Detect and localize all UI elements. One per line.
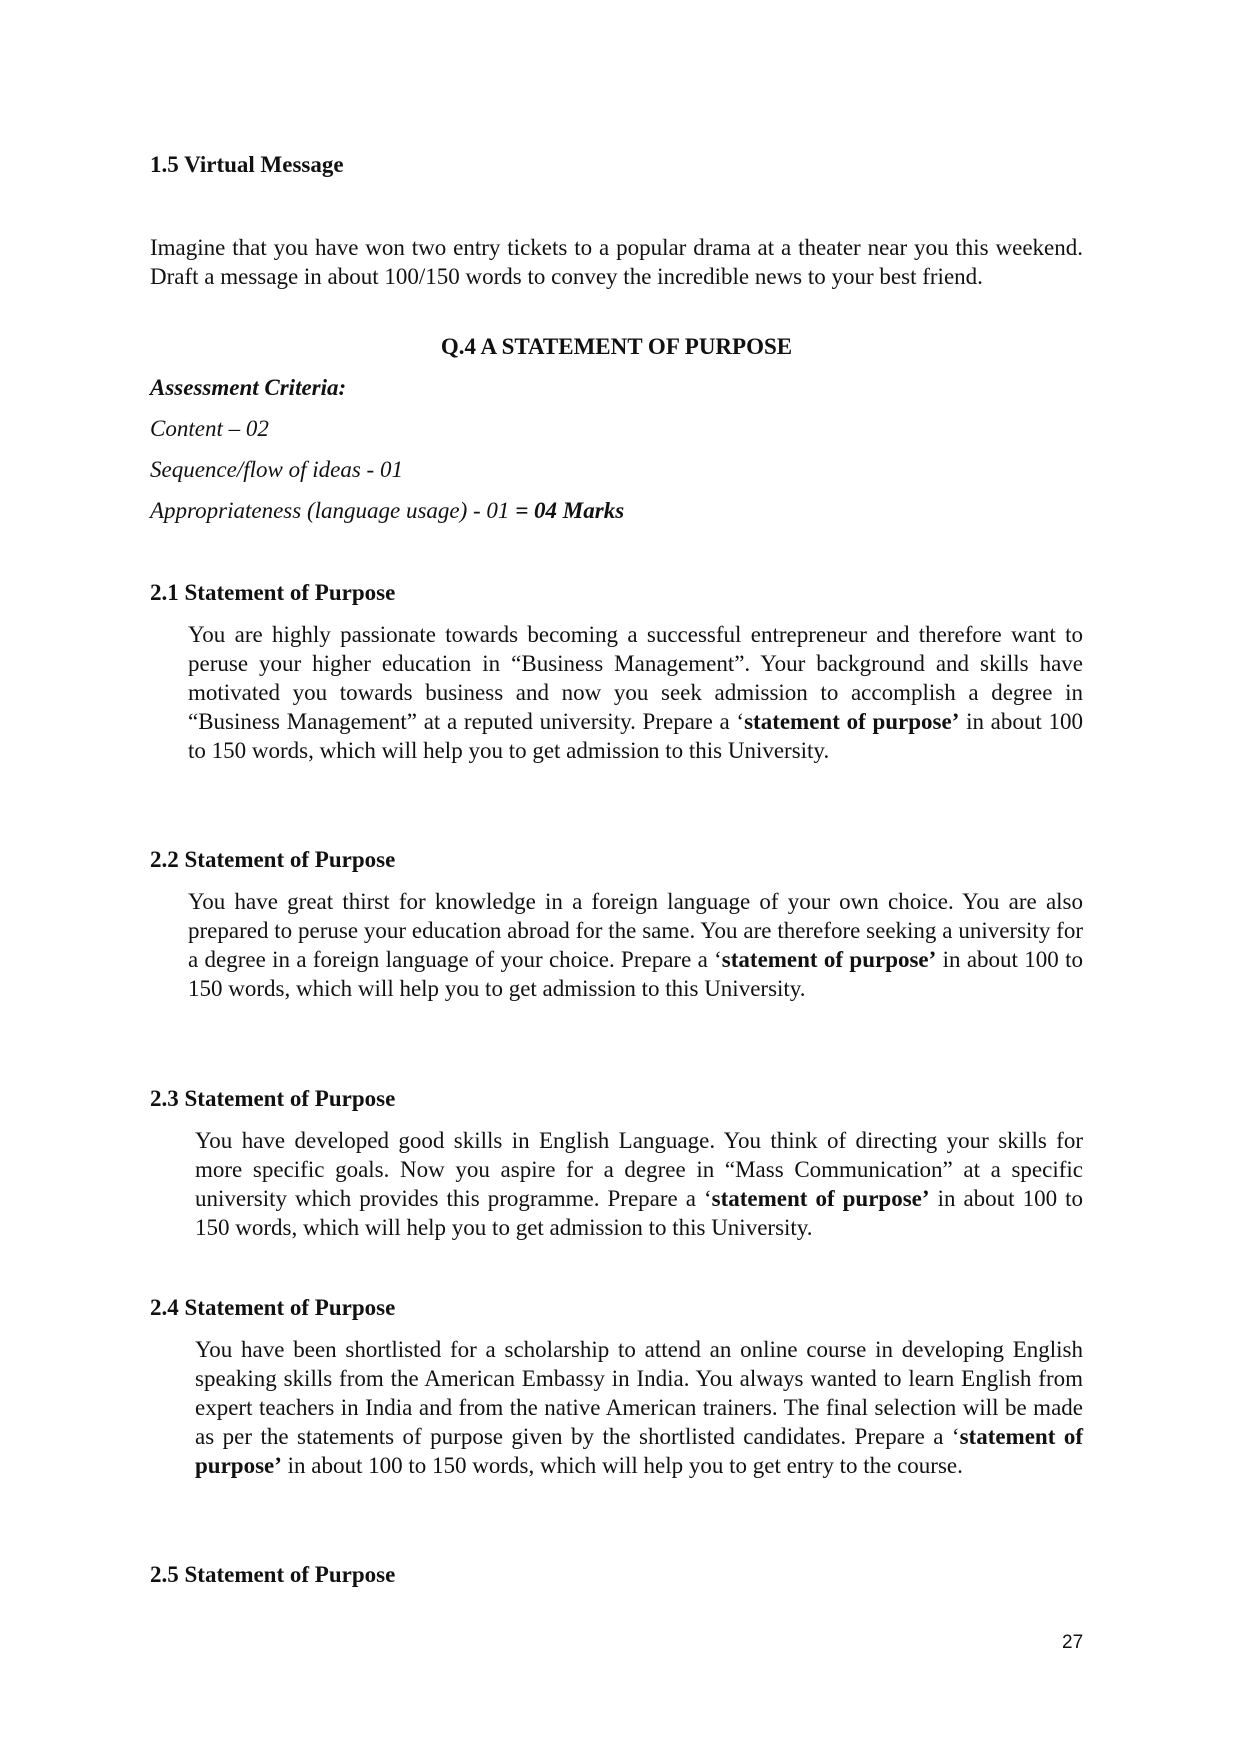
criteria-item-sequence: Sequence/flow of ideas - 01 xyxy=(150,457,403,482)
page-number: 27 xyxy=(1062,1632,1084,1653)
section-body-1-5: Imagine that you have won two entry tickets to a popular drama at a theater near you this weekend. Draft a message in about 100/150 words to convey the incredible news to your best friend. xyxy=(150,235,1083,289)
section-heading-2-5: 2.5 Statement of Purpose xyxy=(150,1562,396,1587)
section-2-1-emphasis: statement of purpose’ xyxy=(744,709,960,734)
section-2-2-emphasis: statement of purpose’ xyxy=(721,947,937,972)
criteria-item-content: Content – 02 xyxy=(150,416,269,441)
criteria-total-marks: = 04 Marks xyxy=(515,498,625,523)
section-heading-2-3: 2.3 Statement of Purpose xyxy=(150,1086,396,1111)
assessment-criteria-heading: Assessment Criteria: xyxy=(150,375,347,400)
section-2-2-text: You have great thirst for knowledge in a foreign language of your own choice. You are also prepared to peruse your education abroad for the same. You are therefore seeking a university for a degree in a foreign language of your choice. Prepare a ‘ xyxy=(188,889,1083,972)
section-2-3-emphasis: statement of purpose’ xyxy=(711,1186,930,1211)
criteria-item-appropriateness xyxy=(150,497,624,525)
section-2-4-text-end: in about 100 to 150 words, which will help you to get entry to the course. xyxy=(281,1453,963,1478)
section-2-4-emphasis: statement of purpose’ xyxy=(195,1424,1083,1478)
criteria-appropriateness-text: Appropriateness (language usage) - 01 xyxy=(150,498,516,523)
section-2-1-text-end: in about 100 to 150 words, which will help you to get admission to this University. xyxy=(188,709,1083,763)
section-2-4-text: You have been shortlisted for a scholarship to attend an online course in developing English speaking skills from the American Embassy in India. You always wanted to learn English from expert teachers in India and from the native American trainers. The final selection will be made as per the statements of purpose given by the shortlisted candidates. Prepare a ‘ xyxy=(195,1337,1083,1449)
section-body-2-1 xyxy=(188,620,1083,765)
section-2-2-text-end: in about 100 to 150 words, which will help you to get admission to this University. xyxy=(188,947,1083,1001)
section-body-2-2 xyxy=(188,887,1083,1003)
section-heading-2-4: 2.4 Statement of Purpose xyxy=(150,1295,396,1320)
section-body-2-3 xyxy=(195,1126,1083,1242)
question-title: Q.4 A STATEMENT OF PURPOSE xyxy=(440,334,793,359)
section-2-3-text-end: in about 100 to 150 words, which will help you to get admission to this University. xyxy=(195,1186,1083,1240)
section-heading-2-1: 2.1 Statement of Purpose xyxy=(150,580,396,605)
section-heading-1-5: 1.5 Virtual Message xyxy=(150,152,344,177)
section-body-2-4 xyxy=(195,1335,1083,1480)
section-2-3-text: You have developed good skills in English Language. You think of directing your skills for more specific goals. Now you aspire for a degree in “Mass Communication” at a specific university which provides this programme. Prepare a ‘ xyxy=(195,1128,1083,1211)
section-2-1-text: You are highly passionate towards becoming a successful entrepreneur and therefore want to peruse your higher education in “Business Management”. Your background and skills have motivated you towards business and now you seek admission to accomplish a degree in “Business Management” at a reputed university. Prepare a ‘ xyxy=(188,622,1083,734)
section-heading-2-2: 2.2 Statement of Purpose xyxy=(150,847,396,872)
